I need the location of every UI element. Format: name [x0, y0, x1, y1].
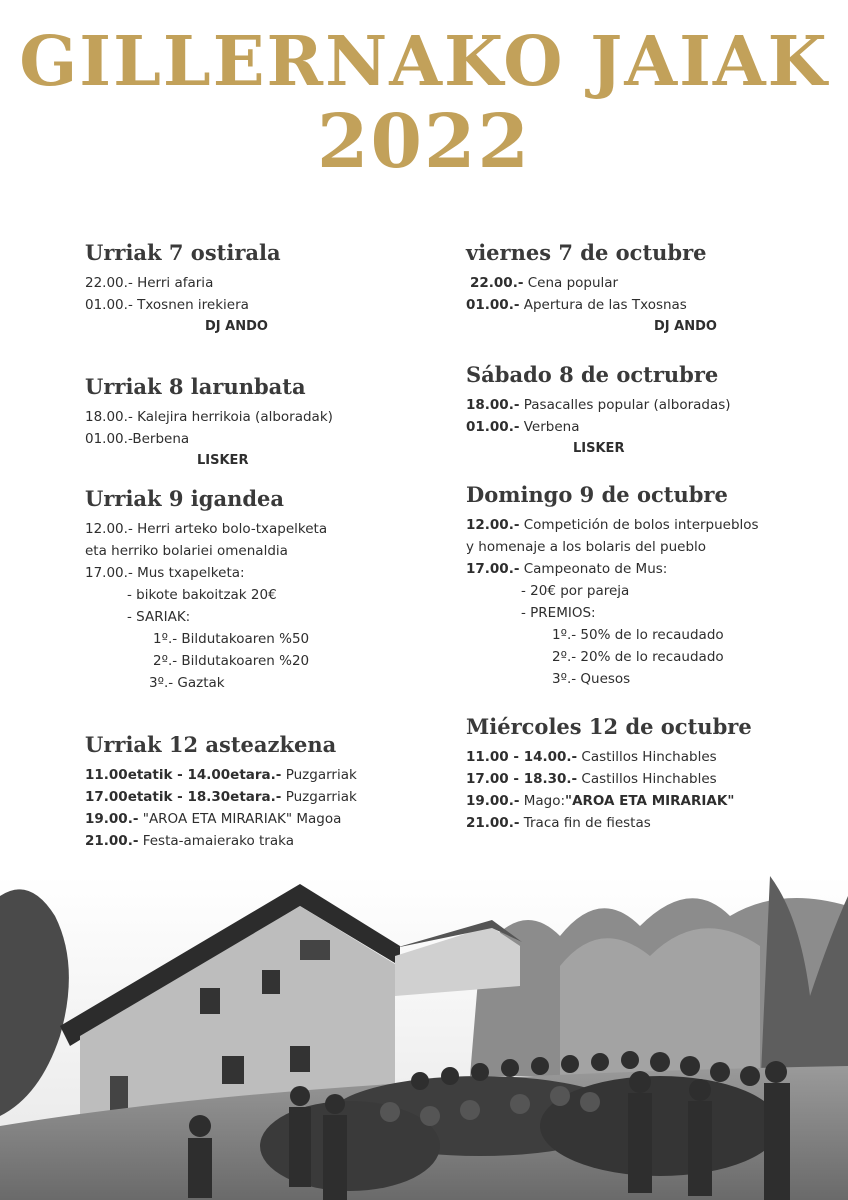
- eu-friday-line: 01.00.- Txosnen irekiera: [85, 297, 249, 313]
- es-wednesday-line: [466, 768, 846, 790]
- eu-wednesday-line: [85, 764, 465, 786]
- eu-sunday-prize: 1º.- Bildutakoaren %50: [153, 631, 310, 647]
- eu-saturday-heading: Urriak 8 larunbata: [85, 374, 306, 399]
- es-sunday-line: [466, 536, 846, 558]
- es-saturday-line: [466, 416, 846, 438]
- activity: Festa-amaierako traka: [138, 833, 294, 849]
- es-sunday-line: [466, 602, 846, 624]
- poster-title: GILLERNAKO JAIAK: [19, 22, 829, 102]
- activity: - PREMIOS:: [521, 605, 596, 621]
- activity: Pasacalles popular (alboradas): [519, 397, 731, 413]
- eu-saturday-line: 01.00.-Berbena: [85, 431, 190, 447]
- eu-wednesday-heading: Urriak 12 asteazkena: [85, 732, 337, 757]
- activity: Cena popular: [523, 275, 619, 291]
- es-day-friday: [466, 238, 846, 338]
- eu-day-saturday: [85, 372, 465, 472]
- activity: Verbena: [519, 419, 580, 435]
- activity: Traca fin de fiestas: [519, 815, 651, 831]
- activity: Campeonato de Mus:: [519, 561, 668, 577]
- eu-sunday-line: - bikote bakoitzak 20€: [127, 587, 277, 603]
- es-day-wednesday: [466, 712, 846, 834]
- time: 17.00.-: [466, 561, 520, 577]
- eu-day-sunday: [85, 484, 465, 694]
- activity: Puzgarriak: [281, 789, 357, 805]
- es-sunday-prize: [466, 668, 846, 690]
- time: 19.00.-: [85, 811, 139, 827]
- eu-wednesday-line: [85, 830, 465, 852]
- time: 18.00.-: [466, 397, 520, 413]
- time: 21.00.-: [466, 815, 520, 831]
- es-friday-heading: viernes 7 de octubre: [466, 240, 707, 265]
- es-saturday-dj: LISKER: [573, 441, 625, 456]
- es-friday-dj: DJ ANDO: [654, 319, 717, 334]
- activity: 3º.- Quesos: [552, 671, 631, 687]
- es-wednesday-line: [466, 790, 846, 812]
- es-wednesday-line: [466, 746, 846, 768]
- time: 17.00 - 18.30.-: [466, 771, 578, 787]
- es-saturday-heading: Sábado 8 de octrubre: [466, 362, 719, 387]
- activity: 1º.- 50% de lo recaudado: [552, 627, 724, 643]
- group-photo: [0, 876, 848, 1200]
- es-friday-line: [466, 294, 846, 316]
- show-name: "AROA ETA MIRARIAK": [565, 793, 735, 809]
- es-sunday-prize: [466, 624, 846, 646]
- activity: Puzgarriak: [281, 767, 357, 783]
- es-sunday-heading: Domingo 9 de octubre: [466, 482, 728, 507]
- time: 22.00.-: [470, 275, 524, 291]
- eu-friday-line: 22.00.- Herri afaria: [85, 275, 214, 291]
- activity: Castillos Hinchables: [577, 771, 717, 787]
- activity: Competición de bolos interpueblos: [519, 517, 759, 533]
- es-day-saturday: [466, 360, 846, 460]
- eu-day-friday: [85, 238, 465, 338]
- eu-saturday-line: 18.00.- Kalejira herrikoia (alboradak): [85, 409, 333, 425]
- activity: Apertura de las Txosnas: [519, 297, 687, 313]
- es-wednesday-line: [466, 812, 846, 834]
- poster-year: 2022: [317, 99, 531, 185]
- eu-sunday-line: eta herriko bolariei omenaldia: [85, 543, 288, 559]
- eu-wednesday-line: [85, 808, 465, 830]
- eu-saturday-dj: LISKER: [197, 453, 249, 468]
- activity: - 20€ por pareja: [521, 583, 630, 599]
- es-day-sunday: [466, 480, 846, 690]
- eu-friday-heading: Urriak 7 ostirala: [85, 240, 281, 265]
- es-wednesday-heading: Miércoles 12 de octubre: [466, 714, 752, 739]
- eu-sunday-heading: Urriak 9 igandea: [85, 486, 284, 511]
- eu-sunday-prize: 2º.- Bildutakoaren %20: [153, 653, 310, 669]
- time: 01.00.-: [466, 419, 520, 435]
- eu-friday-dj: DJ ANDO: [205, 319, 268, 334]
- activity: 2º.- 20% de lo recaudado: [552, 649, 724, 665]
- eu-wednesday-line: [85, 786, 465, 808]
- es-friday-line: [466, 272, 846, 294]
- time: 01.00.-: [466, 297, 520, 313]
- activity: "AROA ETA MIRARIAK" Magoa: [138, 811, 342, 827]
- eu-day-wednesday: [85, 730, 465, 852]
- activity: y homenaje a los bolaris del pueblo: [466, 539, 707, 555]
- eu-sunday-line: 17.00.- Mus txapelketa:: [85, 565, 245, 581]
- es-sunday-line: [466, 514, 846, 536]
- time: 17.00etatik - 18.30etara.-: [85, 789, 282, 805]
- time: 19.00.-: [466, 793, 520, 809]
- es-saturday-line: [466, 394, 846, 416]
- es-sunday-line: [466, 558, 846, 580]
- es-sunday-prize: [466, 646, 846, 668]
- activity: Castillos Hinchables: [577, 749, 717, 765]
- time: 11.00 - 14.00.-: [466, 749, 578, 765]
- activity: Mago:: [519, 793, 566, 809]
- time: 12.00.-: [466, 517, 520, 533]
- time: 21.00.-: [85, 833, 139, 849]
- eu-sunday-line: - SARIAK:: [127, 609, 191, 625]
- eu-sunday-prize: 3º.- Gaztak: [149, 675, 225, 691]
- time: 11.00etatik - 14.00etara.-: [85, 767, 282, 783]
- eu-sunday-line: 12.00.- Herri arteko bolo-txapelketa: [85, 521, 328, 537]
- es-sunday-line: [466, 580, 846, 602]
